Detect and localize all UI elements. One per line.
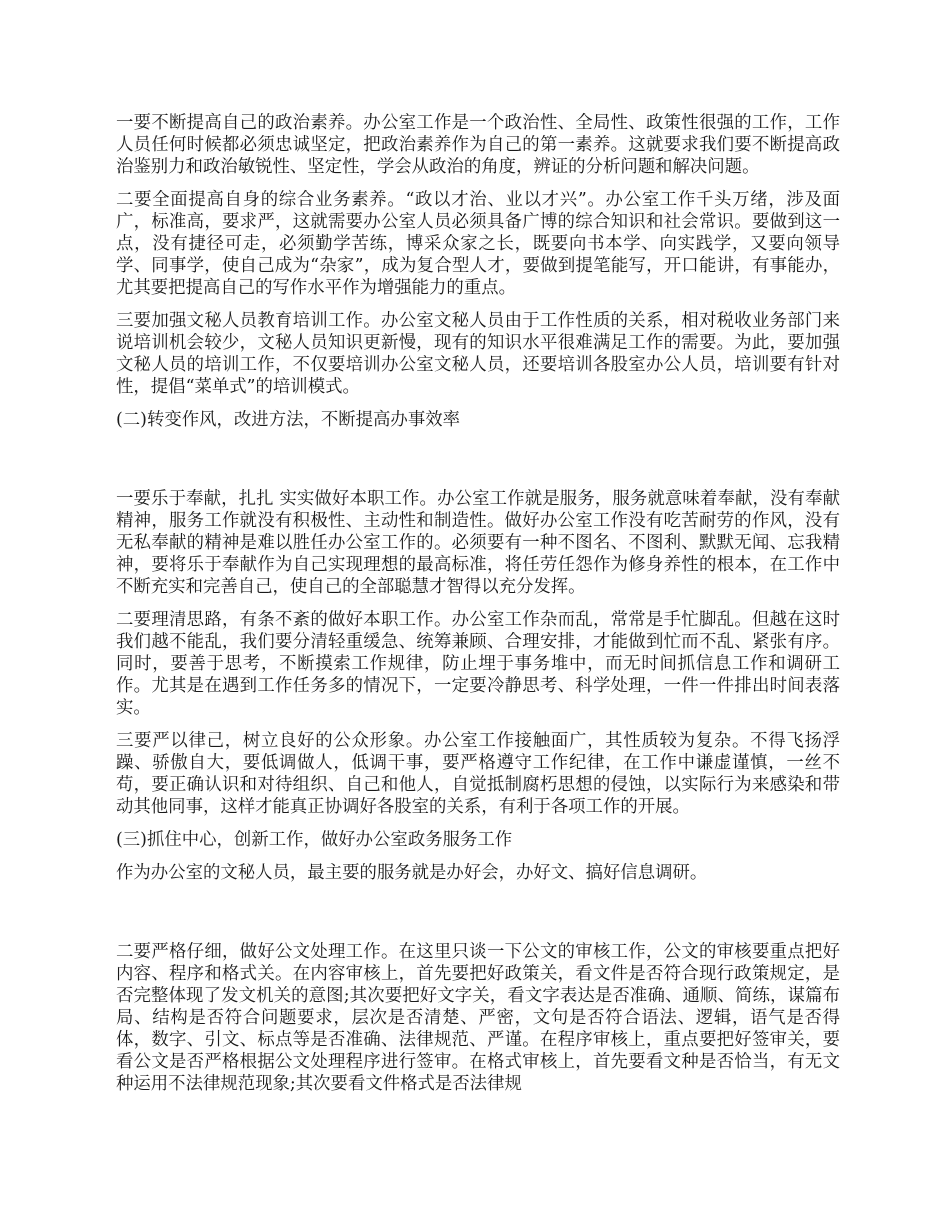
paragraph-political-literacy: 一要不断提高自己的政治素养。办公室工作是一个政治性、全局性、政策性很强的工作，工作人员任何时候都必须忠诚坚定，把政治素养作为自己的第一素养。这就要求我们要不断提高政治鉴别力和政治敏锐性、坚定性，学会从政治的角度，辨证的分析问题和解决问题。 — [116, 113, 840, 177]
paragraph-training: 三要加强文秘人员教育培训工作。办公室文秘人员由于工作性质的关系，相对税收业务部门来说培训机会较少，文秘人员知识更新慢，现有的知识水平很难满足工作的需要。为此，要加强文秘人员的培训工作，不仅要培训办公室文秘人员，还要培训各股室办公人员，培训要有针对性，提倡“菜单式”的培训模式。 — [116, 311, 840, 397]
paragraph-main-service: 作为办公室的文秘人员，最主要的服务就是办好会，办好文、搞好信息调研。 — [116, 863, 708, 883]
paragraph-clear-thinking: 二要理清思路，有条不紊的做好本职工作。办公室工作杂而乱，常常是手忙脚乱。但越在这时我们越不能乱，我们要分清轻重缓急、统筹兼顾、合理安排，才能做到忙而不乱、紧张有序。同时，要善于思考，不断摸索工作规律，防止埋于事务堆中，而无时间抓信息工作和调研工作。尤其是在遇到工作任务多的情况下，一定要冷静思考、科学处理，一件一件排出时间表落实。 — [116, 610, 840, 718]
section-heading-2: (二)转变作风，改进方法，不断提高办事效率 — [116, 410, 460, 430]
paragraph-document-review: 二要严格仔细，做好公文处理工作。在这里只谈一下公文的审核工作，公文的审核要重点把好内容、程序和格式关。在内容审核上，首先要把好政策关，看文件是否符合现行政策规定，是否完整体现了发文机关的意图;其次要把好文字关，看文字表达是否准确、通顺、简练，谋篇布局、结构是否符合问题要求，层次是否清楚、严密，文句是否符合语法、逻辑，语气是否得体，数字、引文、标点等是否准确、法律规范、严谨。在程序审核上，重点要把好签审关，要看公文是否严格根据公文处理程序进行签审。在格式审核上，首先要看文种是否恰当，有无文种运用不法律规范现象;其次要看文件格式是否法律规 — [116, 942, 840, 1094]
document-body — [116, 112, 840, 1106]
section-spacer — [116, 442, 840, 488]
paragraph-business-literacy: 二要全面提高自身的综合业务素养。“政以才治、业以才兴”。办公室工作千头万绪，涉及面广，标准高，要求严，这就需要办公室人员必须具备广博的综合知识和社会常识。要做到这一点，没有捷径可走，必须勤学苦练，博采众家之长，既要向书本学、向实践学，又要向领导学、同事学，使自己成为“杂家”，成为复合型人才，要做到提笔能写，开口能讲，有事能办，尤其要把提高自己的写作水平作为增强能力的重点。 — [116, 190, 840, 298]
paragraph-self-discipline: 三要严以律己，树立良好的公众形象。办公室工作接触面广，其性质较为复杂。不得飞扬浮躁、骄傲自大，要低调做人，低调干事，要严格遵守工作纪律，在工作中谦虚谨慎，一丝不苟，要正确认识和对待组织、自己和他人，自觉抵制腐朽思想的侵蚀，以实际行为来感染和带动其他同事，这样才能真正协调好各股室的关系，有利于各项工作的开展。 — [116, 731, 840, 817]
section-heading-3: (三)抓住中心，创新工作，做好办公室政务服务工作 — [116, 830, 513, 850]
section-spacer — [116, 895, 840, 941]
paragraph-dedication: 一要乐于奉献，扎扎 实实做好本职工作。办公室工作就是服务，服务就意味着奉献，没有奉献精神，服务工作就没有积极性、主动性和制造性。做好办公室工作没有吃苦耐劳的作风，没有无私奉献的精神是难以胜任办公室工作的。必须要有一种不图名、不图利、默默无闻、忘我精神，要将乐于奉献作为自己实现理想的最高标准，将任劳任怨作为修身养性的根本，在工作中不断充实和完善自己，使自己的全部聪慧才智得以充分发挥。 — [116, 489, 840, 597]
